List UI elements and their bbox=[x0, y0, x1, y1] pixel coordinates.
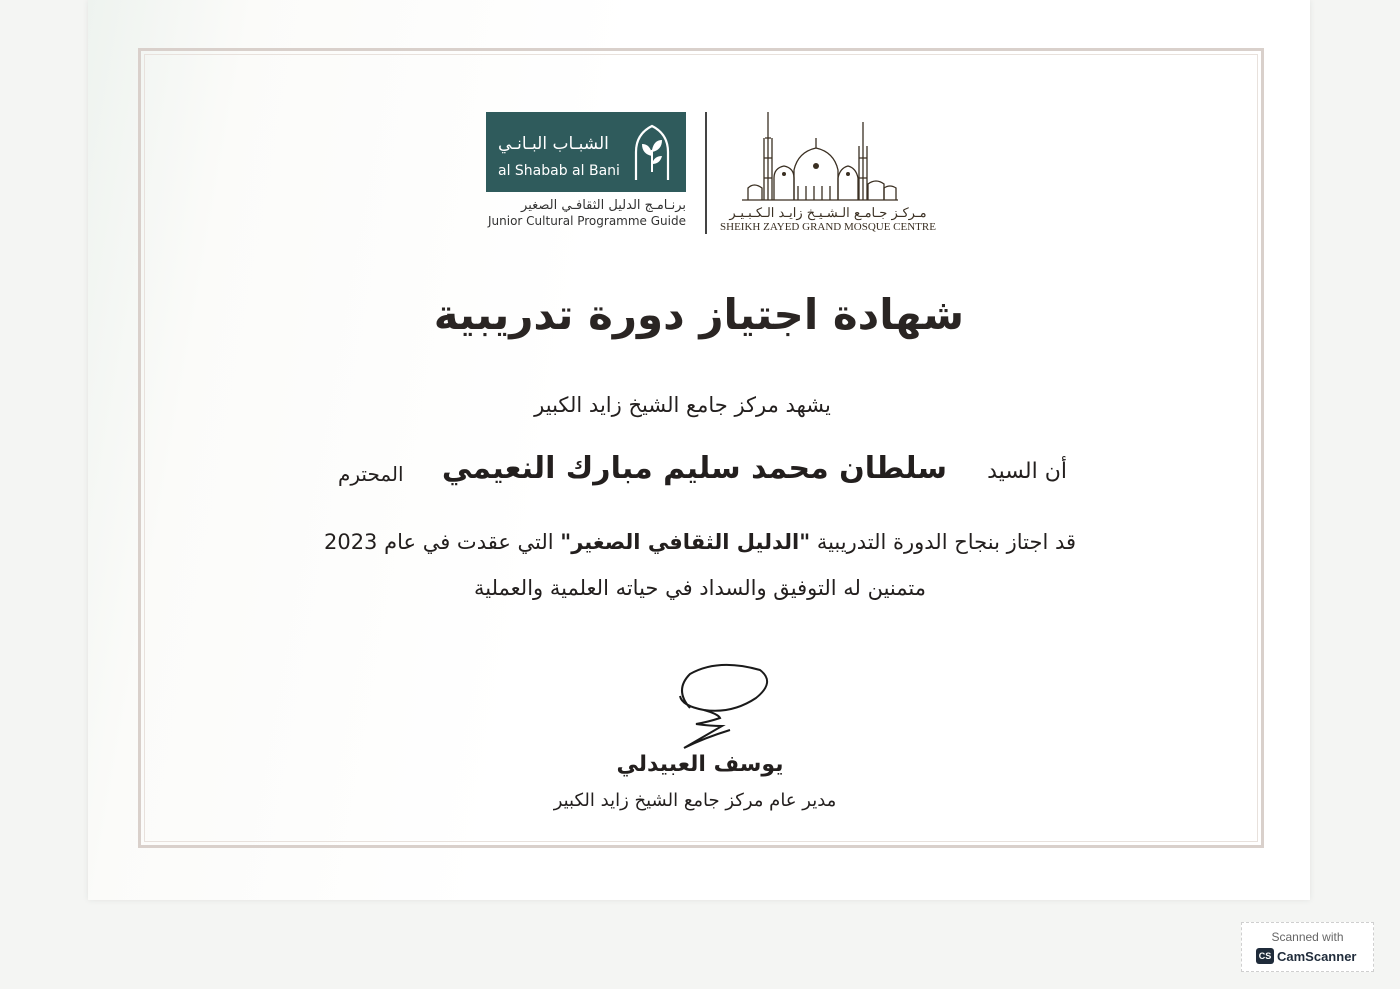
salutation: أن السيد bbox=[987, 459, 1067, 484]
brand-arabic-name: الشبـاب البـانـي bbox=[498, 134, 609, 154]
camscanner-name: CamScanner bbox=[1277, 948, 1357, 964]
camscanner-brand bbox=[1256, 948, 1356, 964]
al-shabab-al-bani-logo bbox=[486, 112, 686, 228]
sheikh-zayed-mosque-logo bbox=[718, 108, 938, 233]
wishes-line: متمنين له التوفيق والسداد في حياته العلمية والعملية bbox=[473, 576, 926, 600]
camscanner-logo-icon: CS bbox=[1256, 948, 1274, 964]
signer-title: مدير عام مركز جامع الشيخ زايد الكبير bbox=[553, 790, 837, 811]
signature-mark bbox=[660, 660, 780, 759]
course-statement-prefix: قد اجتاز بنجاح الدورة التدريبية bbox=[810, 530, 1077, 554]
camscanner-badge bbox=[1241, 922, 1374, 972]
guide-english: Junior Cultural Programme Guide bbox=[488, 214, 686, 228]
course-statement bbox=[300, 530, 1100, 554]
brand-english-name: al Shabab al Bani bbox=[498, 163, 620, 179]
brand-box bbox=[486, 112, 686, 192]
signer-name: يوسف العبيدلي bbox=[616, 752, 784, 777]
honorific: المحترم bbox=[338, 462, 404, 486]
recipient-name: سلطان محمد سليم مبارك النعيمي bbox=[441, 451, 947, 486]
mosque-centre-arabic: مـركـز جـامـع الـشـيـخ زايـد الـكـبـيـر bbox=[729, 206, 927, 221]
guide-arabic: برنـامـج الدليل الثقافـي الصغير bbox=[521, 198, 686, 213]
course-name: "الدليل الثقافي الصغير" bbox=[560, 530, 811, 554]
course-statement-suffix: التي عقدت في عام 2023 bbox=[323, 530, 561, 554]
certifying-line: يشهد مركز جامع الشيخ زايد الكبير bbox=[534, 393, 831, 417]
scanned-with-label: Scanned with bbox=[1271, 930, 1344, 944]
logo-divider bbox=[705, 112, 707, 234]
mosque-centre-english: SHEIKH ZAYED GRAND MOSQUE CENTRE bbox=[720, 221, 936, 233]
leaf-dome-icon bbox=[630, 122, 674, 186]
certificate-title: شهادة اجتياز دورة تدريبية bbox=[433, 290, 964, 339]
